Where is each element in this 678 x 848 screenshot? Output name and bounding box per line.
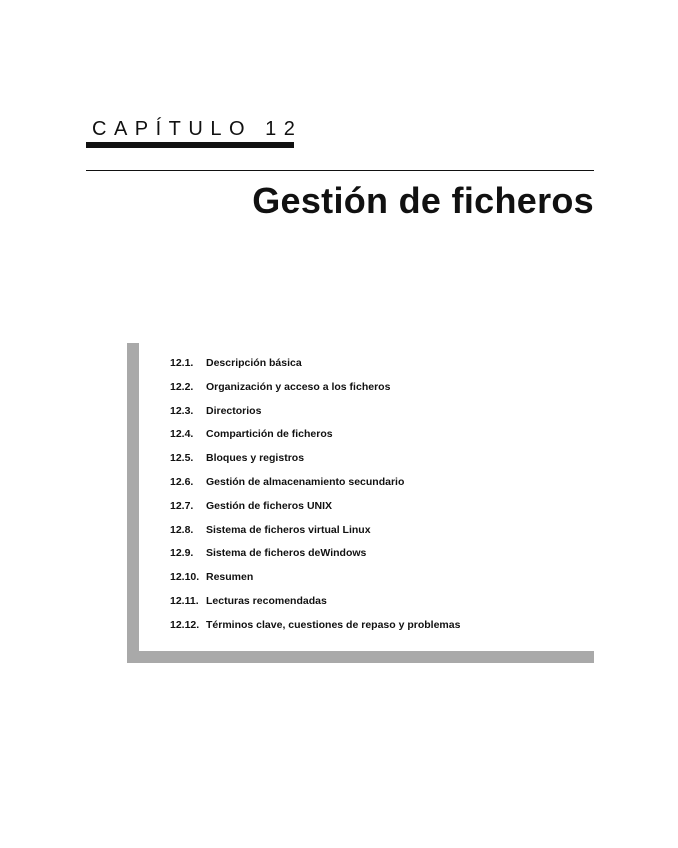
toc-item-title: Sistema de ficheros deWindows <box>206 547 367 560</box>
chapter-title: Gestión de ficheros <box>252 180 594 221</box>
toc-item-number: 12.4. <box>170 428 194 441</box>
toc-item-title: Directorios <box>206 404 262 417</box>
toc-item-number: 12.6. <box>170 475 194 488</box>
toc-item-number: 12.5. <box>170 452 194 465</box>
table-of-contents <box>127 343 594 663</box>
toc-item <box>170 571 460 595</box>
toc-item-number: 12.11. <box>170 594 199 607</box>
toc-item <box>170 524 460 548</box>
toc-item-number: 12.2. <box>170 380 194 393</box>
toc-item-number: 12.9. <box>170 547 194 560</box>
toc-item <box>170 452 460 476</box>
toc-item <box>170 428 460 452</box>
toc-item <box>170 357 460 381</box>
toc-item-title: Bloques y registros <box>206 452 305 465</box>
toc-item-number: 12.8. <box>170 523 194 536</box>
toc-item <box>170 476 460 500</box>
toc-item <box>170 595 460 619</box>
toc-item-number: 12.7. <box>170 499 194 512</box>
toc-item <box>170 500 460 524</box>
toc-item-title: Descripción básica <box>206 357 302 369</box>
toc-item-title: Gestión de ficheros UNIX <box>206 499 333 512</box>
toc-item-title: Gestión de almacenamiento secundario <box>206 475 405 488</box>
toc-item <box>170 547 460 571</box>
toc-item <box>170 619 460 643</box>
toc-item <box>170 405 460 429</box>
toc-item <box>170 381 460 405</box>
toc-frame-bottom <box>127 651 594 663</box>
toc-item-title: Términos clave, cuestiones de repaso y problemas <box>206 618 461 631</box>
toc-item-title: Lecturas recomendadas <box>206 594 327 607</box>
toc-item-title: Organización y acceso a los ficheros <box>206 380 391 393</box>
chapter-underline-bar <box>86 142 294 148</box>
toc-item-title: Sistema de ficheros virtual Linux <box>206 523 371 536</box>
toc-item-title: Compartición de ficheros <box>206 428 333 441</box>
toc-item-title: Resumen <box>206 571 254 584</box>
toc-item-number: 12.10. <box>170 571 200 584</box>
toc-frame-left <box>127 343 139 663</box>
chapter-label: CAPÍTULO 12 <box>92 118 303 140</box>
toc-item-number: 12.1. <box>170 357 194 369</box>
toc-item-number: 12.3. <box>170 404 194 417</box>
chapter-divider-rule <box>86 170 594 171</box>
toc-list <box>170 357 460 643</box>
toc-item-number: 12.12. <box>170 618 200 631</box>
